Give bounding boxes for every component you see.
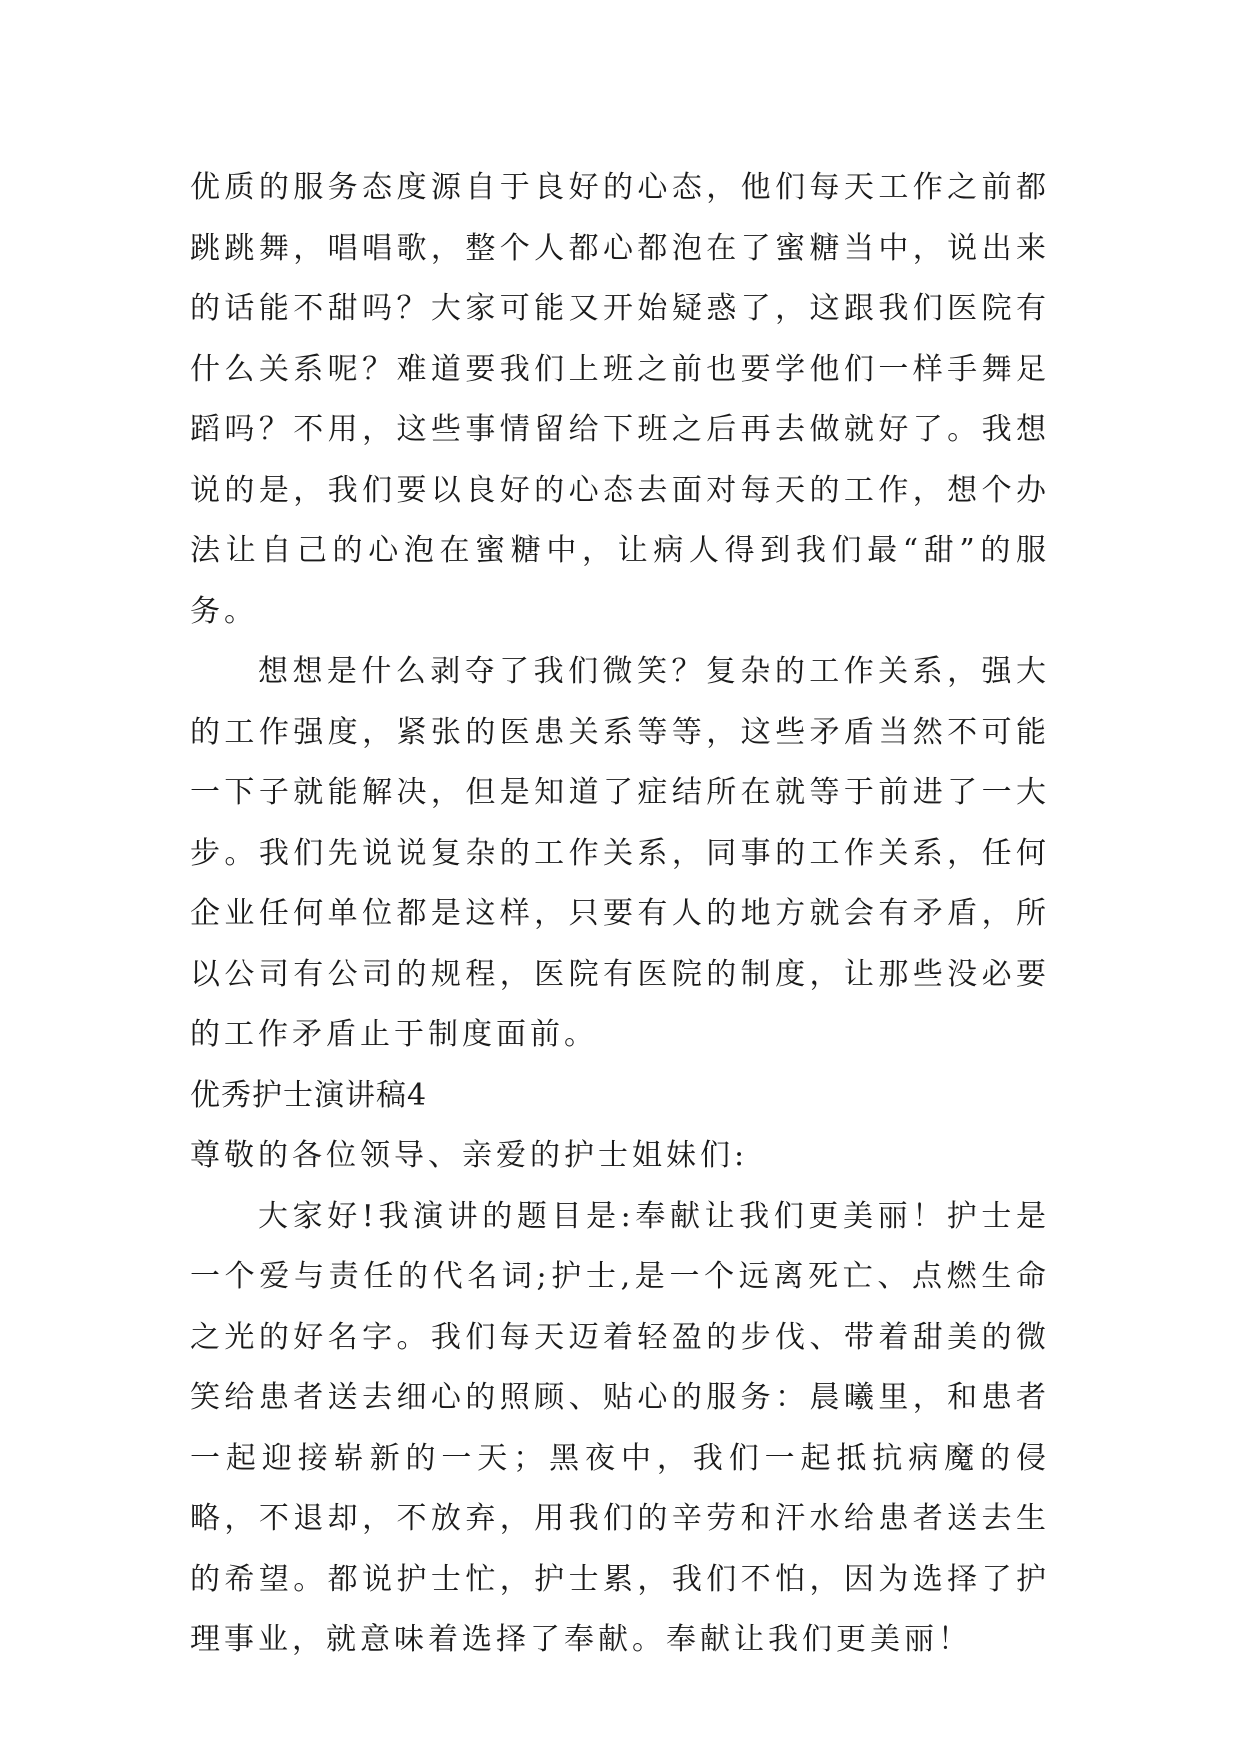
document-body <box>190 158 1050 1671</box>
paragraph-smile: 想想是什么剥夺了我们微笑？复杂的工作关系，强大的工作强度，紧张的医患关系等等，这些矛盾当然不可能一下子就能解决，但是知道了症结所在就等于前进了一大步。我们先说说复杂的工作关系，同事的工作关系，任何企业任何单位都是这样，只要有人的地方就会有矛盾，所以公司有公司的规程，医院有医院的制度，让那些没必要的工作矛盾止于制度面前。 <box>190 654 1050 1052</box>
paragraph-attitude: 优质的服务态度源自于良好的心态，他们每天工作之前都跳跳舞，唱唱歌，整个人都心都泡在了蜜糖当中，说出来的话能不甜吗？大家可能又开始疑惑了，这跟我们医院有什么关系呢？难道要我们上班之前也要学他们一样手舞足蹈吗？不用，这些事情留给下班之后再去做就好了。我想说的是，我们要以良好的心态去面对每天的工作，想个办法让自己的心泡在蜜糖中，让病人得到我们最“甜”的服务。 <box>190 170 1050 629</box>
salutation: 尊敬的各位领导、亲爱的护士姐妹们: <box>190 1138 749 1173</box>
paragraph-speech: 大家好!我演讲的题目是:奉献让我们更美丽！护士是一个爱与责任的代名词;护士,是一个远离死亡、点燃生命之光的好名字。我们每天迈着轻盈的步伐、带着甜美的微笑给患者送去细心的照顾、贴心的服务：晨曦里，和患者一起迎接崭新的一天；黑夜中，我们一起抵抗病魔的侵略，不退却，不放弃，用我们的辛劳和汗水给患者送去生的希望。都说护士忙，护士累，我们不怕，因为选择了护理事业，就意味着选择了奉献。奉献让我们更美丽！ <box>190 1198 1050 1657</box>
section-title: 优秀护士演讲稿4 <box>190 1077 428 1113</box>
